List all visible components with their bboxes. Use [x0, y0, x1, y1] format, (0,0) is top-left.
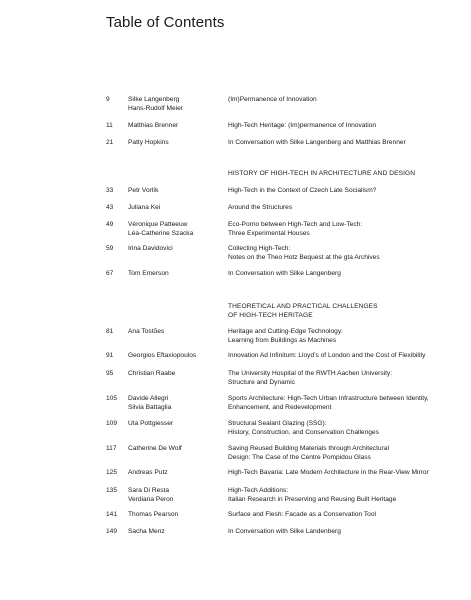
author-name: Hans-Rudolf Meier [128, 104, 183, 112]
author-name: Ana Tostões [128, 328, 165, 335]
author-name: Davide Allegri [128, 395, 169, 402]
author-name: Patty Hopkins [128, 139, 169, 146]
entry-title [228, 420, 464, 437]
page-number: 9 [106, 96, 110, 103]
entry-title [228, 352, 464, 361]
title-line: Innovation Ad Infinitum: Lloyd’s of London and the Cost of Flexibility [228, 352, 426, 359]
page-number: 43 [106, 204, 114, 211]
author-name: Petr Vorlík [128, 187, 159, 194]
entry-title [228, 469, 464, 478]
entry-title [228, 270, 464, 279]
section-heading-line: HISTORY OF HIGH-TECH IN ARCHITECTURE AND DESIGN [228, 170, 416, 177]
title-line: Eco-Porno between High-Tech and Low-Tech: [228, 221, 363, 228]
page-number: 59 [106, 245, 114, 252]
author-name: Andreas Putz [128, 469, 168, 476]
entry-title [228, 511, 464, 520]
entry-title [228, 395, 464, 412]
entry-authors [128, 221, 224, 238]
page-number: 33 [106, 187, 114, 194]
page-number: 49 [106, 221, 114, 228]
title-line: Notes on the Theo Hotz Bequest at the gta Archives [228, 253, 380, 261]
title-line: Sports Architecture: High-Tech Urban Infrastructure between Identity, [228, 395, 429, 402]
page-number: 95 [106, 370, 114, 377]
author-name: Thomas Pearson [128, 511, 179, 518]
author-name: Verdiana Peron [128, 495, 174, 503]
entry-authors [128, 370, 224, 379]
entry-authors [128, 270, 224, 279]
entry-authors [128, 445, 224, 454]
author-name: Christian Raabe [128, 370, 176, 377]
author-name: Véronique Patteeuw [128, 221, 188, 228]
entry-authors [128, 139, 224, 148]
entry-authors [128, 487, 224, 504]
author-name: Sara Di Resta [128, 487, 170, 494]
author-name: Georgios Eftaxiopoulos [128, 352, 197, 359]
title-line: Italian Research in Preserving and Reusing Built Heritage [228, 495, 397, 503]
title-line: Structure and Dynamic [228, 378, 296, 386]
author-name: Matthias Brenner [128, 122, 179, 129]
title-line: High-Tech in the Context of Czech Late Socialism? [228, 187, 377, 194]
title-line: Collecting High-Tech: [228, 245, 291, 252]
title-line: In Conversation with Silke Langenberg [228, 270, 341, 277]
author-name: Silvia Battaglia [128, 403, 172, 411]
author-name: Sacha Menz [128, 528, 165, 535]
entry-title [228, 328, 464, 345]
title-line: Enhancement, and Redevelopment [228, 403, 332, 411]
entry-title [228, 204, 464, 213]
section-heading [228, 170, 464, 179]
page-number: 109 [106, 420, 118, 427]
title-line: High-Tech Bavaria: Late Modern Architecture in the Rear-View Mirror [228, 469, 429, 476]
page-number: 81 [106, 328, 114, 335]
author-name: Uta Pottgiesser [128, 420, 174, 427]
entry-authors [128, 469, 224, 478]
entry-title [228, 487, 464, 504]
entry-authors [128, 187, 224, 196]
entry-authors [128, 395, 224, 412]
title-line: High-Tech Heritage: (Im)permanence of Innovation [228, 122, 377, 129]
entry-authors [128, 420, 224, 429]
title-line: Heritage and Cutting-Edge Technology: [228, 328, 343, 335]
entry-authors [128, 122, 224, 131]
entry-authors [128, 328, 224, 337]
entry-authors [128, 511, 224, 520]
title-line: Surface and Flesh: Facade as a Conservation Tool [228, 511, 376, 518]
entry-title [228, 245, 464, 262]
page-number: 21 [106, 139, 114, 146]
entry-authors [128, 96, 224, 113]
page-number: 11 [106, 122, 113, 129]
title-line: Structural Sealant Glazing (SSG): [228, 420, 327, 427]
title-line: History, Construction, and Conservation Challenges [228, 428, 379, 436]
title-line: In Conversation with Silke Langenberg and Matthias Brenner [228, 139, 406, 146]
page-title: Table of Contents [106, 14, 225, 31]
author-name: Juliana Kei [128, 204, 161, 211]
author-name: Catherine De Wolf [128, 445, 182, 452]
title-line: High-Tech Additions: [228, 487, 289, 494]
entry-authors [128, 245, 224, 254]
section-heading-line: OF HIGH-TECH HERITAGE [228, 311, 313, 319]
title-line: In Conversation with Silke Landenberg [228, 528, 341, 535]
page-number: 125 [106, 469, 118, 476]
page-number: 91 [106, 352, 114, 359]
page-number: 117 [106, 445, 117, 452]
author-name: Léa-Catherine Szacka [128, 229, 194, 237]
title-line: The University Hospital of the RWTH Aachen University: [228, 370, 393, 377]
title-line: Learning from Buildings as Machines [228, 336, 337, 344]
page-number: 67 [106, 270, 114, 277]
page-number: 149 [106, 528, 118, 535]
entry-title [228, 445, 464, 462]
title-line: (Im)Permanence of Innovation [228, 96, 317, 103]
entry-title [228, 221, 464, 238]
title-line: Design: The Case of the Centre Pompidou Glass [228, 453, 371, 461]
page-number: 105 [106, 395, 118, 402]
entry-authors [128, 204, 224, 213]
entry-title [228, 370, 464, 387]
author-name: Tom Emerson [128, 270, 169, 277]
page-number: 141 [106, 511, 118, 518]
entry-title [228, 528, 464, 537]
entry-title [228, 139, 464, 148]
author-name: Irina Davidovici [128, 245, 173, 252]
entry-title [228, 122, 464, 131]
author-name: Silke Langenberg [128, 96, 180, 103]
entry-title [228, 96, 464, 105]
page-number: 135 [106, 487, 118, 494]
title-line: Three Experimental Houses [228, 229, 310, 237]
title-line: Saving Reused Building Materials through Architectural [228, 445, 389, 452]
section-heading-line: THEORETICAL AND PRACTICAL CHALLENGES [228, 303, 378, 310]
entry-authors [128, 528, 224, 537]
entry-authors [128, 352, 224, 361]
title-line: Around the Structures [228, 204, 293, 211]
entry-title [228, 187, 464, 196]
section-heading [228, 303, 464, 320]
